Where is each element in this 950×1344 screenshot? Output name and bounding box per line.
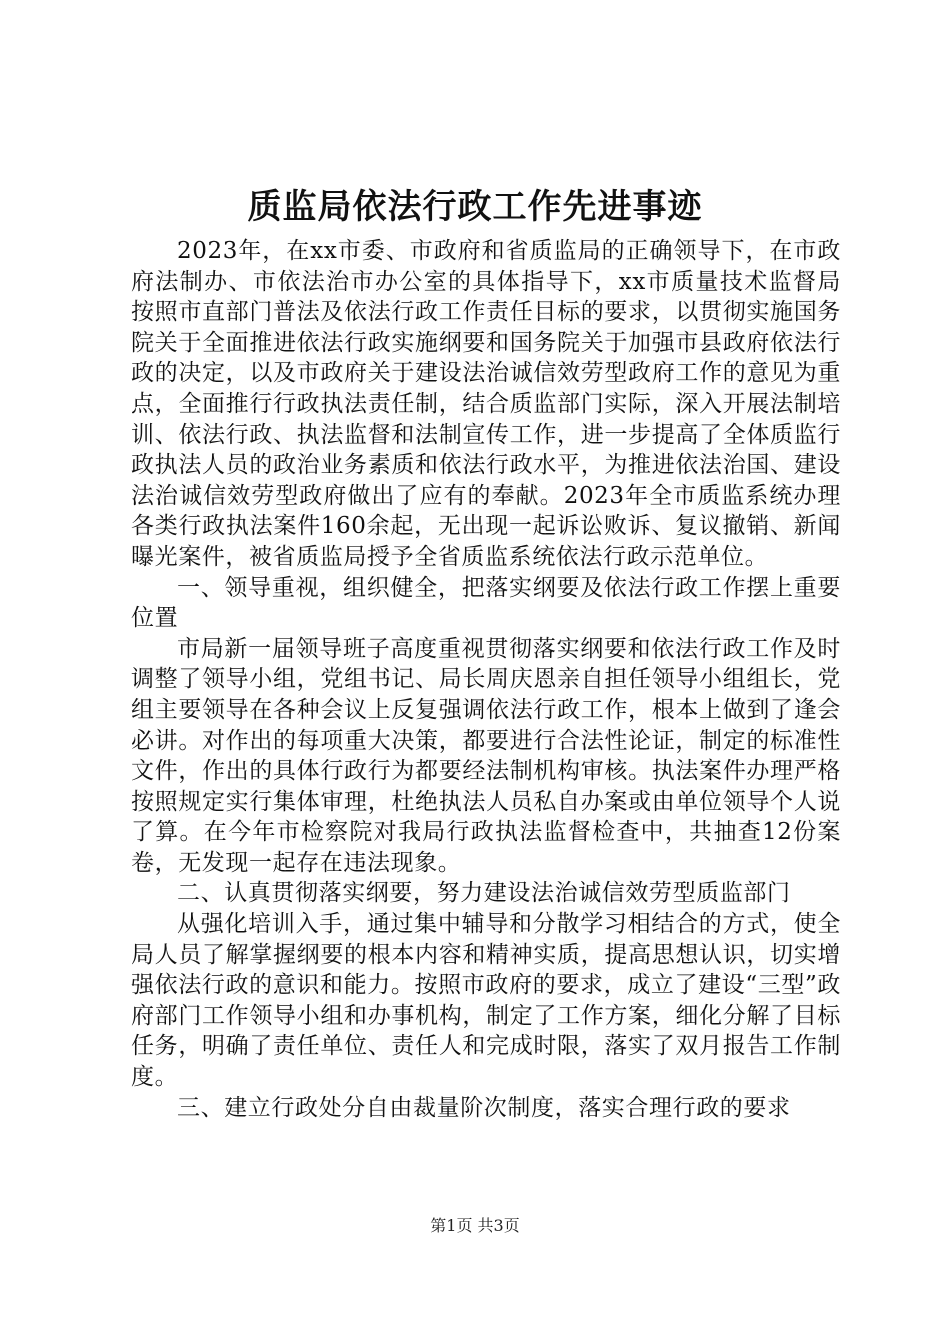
document-title: 质监局依法行政工作先进事迹 — [247, 187, 703, 227]
paragraph-intro: 2023年，在xx市委、市政府和省质监局的正确领导下，在市政府法制办、市依法治市办公室的具体指导下，xx市质量技术监督局按照市直部门普法及依法行政工作责任目标的要求，以贯彻实施国务院关于全面推进依法行政实施纲要和国务院关于加强市县政府依法行政的决定，以及市政府关于建设法治诚信效劳型政府工作的意见为重点，全面推行行政执法责任制，结合质监部门实际，深入开展法制培训、依法行政、执法监督和法制宣传工作，进一步提高了全体质监行政执法人员的政治业务素质和依法行政水平，为推进依法治国、建设法治诚信效劳型政府做出了应有的奉献。2023年全市质监系统办理各类行政执法案件160余起，无出现一起诉讼败诉、复议撤销、新闻曝光案件，被省质监局授予全省质监系统依法行政示范单位。 — [131, 238, 841, 570]
paragraph-section-1: 市局新一届领导班子高度重视贯彻落实纲要和依法行政工作及时调整了领导小组，党组书记、局长周庆恩亲自担任领导小组组长，党组主要领导在各种会议上反复强调依法行政工作，根本上做到了逢会必讲。对作出的每项重大决策，都要进行合法性论证，制定的标准性文件，作出的具体行政行为都要经法制机构审核。执法案件办理严格按照规定实行集体审理，杜绝执法人员私自办案或由单位领导个人说了算。在今年市检察院对我局行政执法监督检查中，共抽查12份案卷，无发现一起存在违法现象。 — [131, 635, 841, 876]
page-number-footer: 第1页 共3页 — [430, 1216, 520, 1235]
section-heading-1: 一、领导重视，组织健全，把落实纲要及依法行政工作摆上重要位置 — [131, 574, 841, 632]
document-body — [131, 236, 841, 1123]
paragraph-section-2: 从强化培训入手，通过集中辅导和分散学习相结合的方式，使全局人员了解掌握纲要的根本内容和精神实质，提高思想认识，切实增强依法行政的意识和能力。按照市政府的要求，成立了建设“三型”政府部门工作领导小组和办事机构，制定了工作方案，细化分解了目标任务，明确了责任单位、责任人和完成时限，落实了双月报告工作制度。 — [131, 911, 841, 1091]
section-heading-3: 三、建立行政处分自由裁量阶次制度，落实合理行政的要求 — [177, 1094, 791, 1121]
section-heading-2: 二、认真贯彻落实纲要，努力建设法治诚信效劳型质监部门 — [177, 880, 791, 907]
